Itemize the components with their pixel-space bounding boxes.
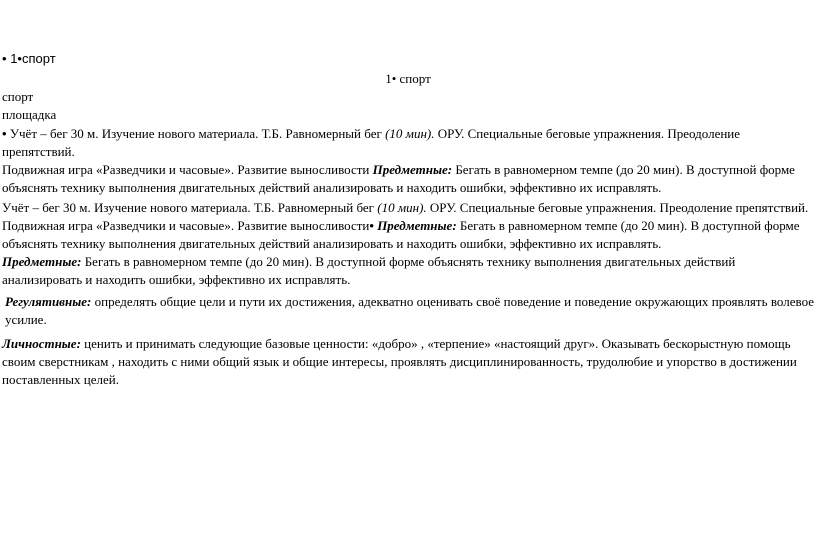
lesson-text: ОРУ. Специальные беговые упражнения. Преодоление препятствий. <box>2 126 741 159</box>
header-line-1 <box>2 50 814 68</box>
lesson-block-1 <box>2 125 814 197</box>
number: 1 <box>10 51 18 66</box>
regulatory-text: определять общие цели и пути их достижения, адекватно оценивать своё поведение и поведение окружающих проявлять волевое усилие. <box>5 294 814 327</box>
bullet-glyph: • <box>391 71 397 86</box>
lesson-duration: (10 мин). <box>377 200 427 215</box>
lesson-text: Учёт – бег 30 м. Изучение нового материала. Т.Б. Равномерный бег <box>2 200 378 215</box>
lesson-text: Учёт – бег 30 м. Изучение нового материала. Т.Б. Равномерный бег <box>9 126 386 141</box>
word: спорт <box>21 51 56 66</box>
bullet-glyph: • <box>17 51 22 66</box>
word: спорт <box>399 71 431 86</box>
bullet-glyph: • <box>2 126 7 141</box>
number: 1 <box>385 71 392 86</box>
bullet-glyph: • <box>2 51 7 66</box>
header-line-3: спорт <box>2 89 34 104</box>
subject-label: Предметные: <box>2 254 82 269</box>
subject-label: Предметные: <box>372 162 453 177</box>
lesson-game: Подвижная игра «Разведчики и часовые». Развитие выносливости <box>2 162 373 177</box>
lesson-text: ОРУ. Специальные беговые упражнения. Преодоление препятствий. <box>426 200 809 215</box>
subject-text: Бегать в равномерном темпе (до 20 мин). В доступной форме объяснять технику выполнения двигательных действий анализировать и находить ошибки, эффективно их исправлять. <box>2 162 795 195</box>
bullet-glyph: • <box>369 218 374 233</box>
personal-label: Личностные: <box>2 336 81 351</box>
subject-text: Бегать в равномерном темпе (до 20 мин). В доступной форме объяснять технику выполнения двигательных действий анализировать и находить ошибки, эффективно их исправлять. <box>2 254 736 287</box>
personal-text: ценить и принимать следующие базовые ценности: «добро» , «терпение» «настоящий друг». Оказывать бескорыстную помощь своим сверстникам , находить с ними общий язык и общие интересы, проявлять дисциплинированность, трудолюбие и упорство в достижении поставленных целей. <box>2 336 797 387</box>
lesson-duration: (10 мин). <box>385 126 435 141</box>
subject-label: Предметные: <box>373 218 457 233</box>
personal-block <box>2 335 814 389</box>
subject-block <box>2 253 814 289</box>
header-line-2 <box>2 70 814 88</box>
document-body <box>2 50 814 389</box>
header-line-4: площадка <box>2 107 57 122</box>
regulatory-block <box>2 293 814 329</box>
subject-text: Бегать в равномерном темпе (до 20 мин). В доступной форме объяснять технику выполнения двигательных действий анализировать и находить ошибки, эффективно их исправлять. <box>2 218 800 251</box>
regulatory-label: Регулятивные: <box>5 294 92 309</box>
lesson-game: Подвижная игра «Разведчики и часовые». Развитие выносливости <box>2 218 370 233</box>
lesson-block-2 <box>2 199 814 253</box>
